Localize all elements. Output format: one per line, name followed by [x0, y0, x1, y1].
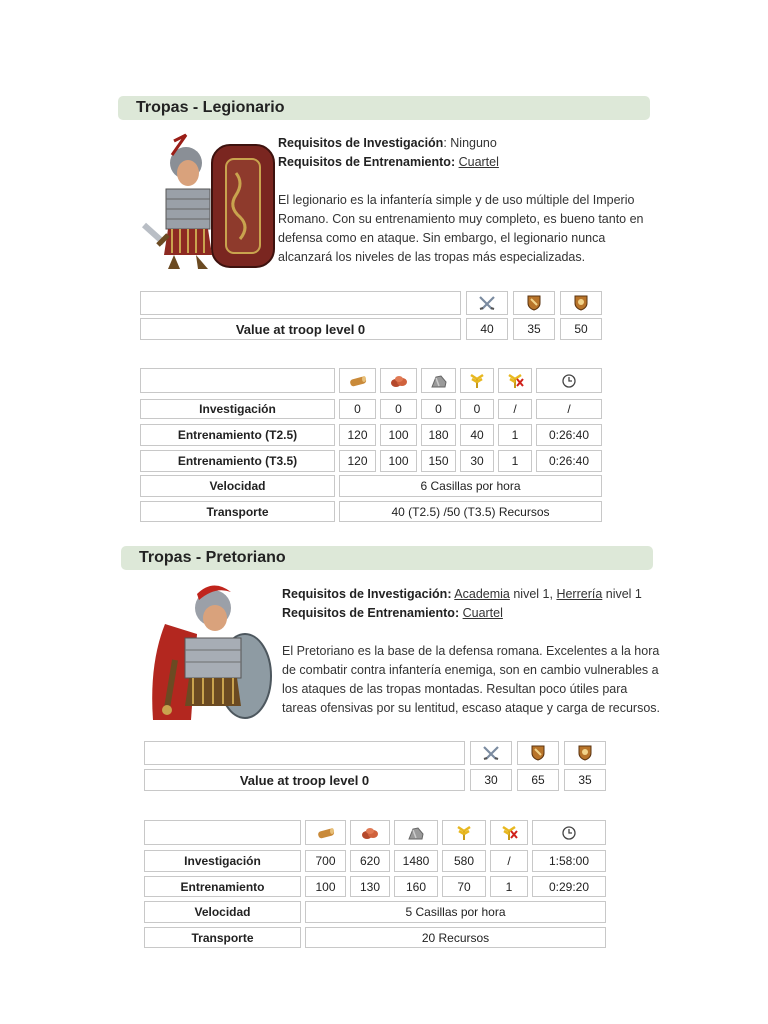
clay-icon-cell [350, 820, 390, 845]
shield-cavalry-icon [572, 295, 590, 311]
speed-value: 6 Casillas por hora [339, 475, 602, 497]
cost-wood: 100 [305, 876, 346, 897]
cost-clay: 0 [380, 399, 417, 419]
iron-icon-cell [394, 820, 438, 845]
link-herreria[interactable]: Herrería [556, 587, 603, 601]
stats-header-blank [140, 291, 461, 315]
wood-icon-cell [305, 820, 346, 845]
cost-iron: 150 [421, 450, 456, 472]
def-infantry-icon-cell [517, 741, 559, 765]
cost-crop: 0 [460, 399, 494, 419]
req-investigation-mid: nivel 1, [509, 587, 557, 601]
stats-header-blank [144, 741, 465, 765]
def-infantry-icon-cell [513, 291, 555, 315]
clay-icon-cell [380, 368, 417, 393]
stats-row-label: Value at troop level 0 [144, 769, 465, 791]
row-label-entrenamiento-t25: Entrenamiento (T2.5) [140, 424, 335, 446]
stat-def-cavalry: 50 [560, 318, 602, 340]
wood-icon [317, 825, 335, 841]
legionario-description [278, 134, 658, 267]
cost-upkeep: 1 [498, 424, 532, 446]
link-cuartel[interactable]: Cuartel [462, 606, 503, 620]
wood-icon [349, 373, 367, 389]
cost-time: 1:58:00 [532, 850, 606, 872]
req-investigation-value: : Ninguno [443, 136, 497, 150]
attack-icon-cell [466, 291, 508, 315]
crop-icon [455, 825, 473, 841]
req-training-label: Requisitos de Entrenamiento: [278, 155, 456, 169]
row-label-entrenamiento-t35: Entrenamiento (T3.5) [140, 450, 335, 472]
legionario-portrait [138, 133, 276, 271]
cost-header-blank [144, 820, 301, 845]
transport-value: 40 (T2.5) /50 (T3.5) Recursos [339, 501, 602, 522]
cost-time: 0:29:20 [532, 876, 606, 897]
iron-icon [407, 825, 425, 841]
stat-def-infantry: 65 [517, 769, 559, 791]
cost-wood: 120 [339, 450, 376, 472]
crop-icon-cell [442, 820, 486, 845]
crossed-swords-icon [482, 745, 500, 761]
cost-clay: 100 [380, 450, 417, 472]
clay-icon [361, 825, 379, 841]
cost-clay: 620 [350, 850, 390, 872]
cost-wood: 120 [339, 424, 376, 446]
stat-attack: 40 [466, 318, 508, 340]
row-label-velocidad: Velocidad [144, 901, 301, 923]
cost-crop: 70 [442, 876, 486, 897]
stat-def-infantry: 35 [513, 318, 555, 340]
stat-def-cavalry: 35 [564, 769, 606, 791]
cost-iron: 1480 [394, 850, 438, 872]
shield-infantry-icon [525, 295, 543, 311]
clock-icon [560, 825, 578, 841]
iron-icon-cell [421, 368, 456, 393]
cost-time: 0:26:40 [536, 424, 602, 446]
cost-upkeep: / [490, 850, 528, 872]
row-label-entrenamiento: Entrenamiento [144, 876, 301, 897]
cost-crop: 30 [460, 450, 494, 472]
req-investigation-label: Requisitos de Investigación [278, 136, 444, 150]
section-header-pretoriano: Tropas - Pretoriano [121, 546, 653, 570]
cost-upkeep: / [498, 399, 532, 419]
clock-icon-cell [536, 368, 602, 393]
link-cuartel[interactable]: Cuartel [458, 155, 499, 169]
crop-consumption-icon-cell [490, 820, 528, 845]
cost-clay: 130 [350, 876, 390, 897]
shield-cavalry-icon [576, 745, 594, 761]
pretoriano-description [282, 585, 662, 718]
stats-row-label: Value at troop level 0 [140, 318, 461, 340]
crop-consumption-icon-cell [498, 368, 532, 393]
clock-icon-cell [532, 820, 606, 845]
crop-consumption-icon [506, 373, 524, 389]
clay-icon [390, 373, 408, 389]
cost-crop: 40 [460, 424, 494, 446]
row-label-transporte: Transporte [144, 927, 301, 948]
section-header-legionario: Tropas - Legionario [118, 96, 650, 120]
clock-icon [560, 373, 578, 389]
cost-header-blank [140, 368, 335, 393]
def-cavalry-icon-cell [564, 741, 606, 765]
row-label-investigacion: Investigación [144, 850, 301, 872]
cost-iron: 160 [394, 876, 438, 897]
stat-attack: 30 [470, 769, 512, 791]
crossed-swords-icon [478, 295, 496, 311]
pretoriano-portrait [145, 584, 275, 722]
crop-icon [468, 373, 486, 389]
transport-value: 20 Recursos [305, 927, 606, 948]
row-label-investigacion: Investigación [140, 399, 335, 419]
description-text: El legionario es la infantería simple y de uso múltiple del Imperio Romano. Con su entrenamiento muy completo, es bueno tanto en defensa como en ataque. Sin embargo, el legionario nunca alcanzará los niveles de las tropas más especializadas. [278, 193, 644, 264]
req-training-label: Requisitos de Entrenamiento: [282, 606, 460, 620]
cost-upkeep: 1 [490, 876, 528, 897]
cost-wood: 0 [339, 399, 376, 419]
req-investigation-label: Requisitos de Investigación: [282, 587, 452, 601]
cost-upkeep: 1 [498, 450, 532, 472]
req-investigation-end: nivel 1 [602, 587, 642, 601]
description-text: El Pretoriano es la base de la defensa romana. Excelentes a la hora de combatir contra infantería enemiga, son en cambio vulnerables a los ataques de las tropas montadas. Resultan poco útiles para tareas ofensivas por su lentitud, escaso ataque y carga de recursos. [282, 644, 660, 715]
cost-time: / [536, 399, 602, 419]
cost-wood: 700 [305, 850, 346, 872]
wood-icon-cell [339, 368, 376, 393]
speed-value: 5 Casillas por hora [305, 901, 606, 923]
cost-iron: 180 [421, 424, 456, 446]
cost-crop: 580 [442, 850, 486, 872]
iron-icon [430, 373, 448, 389]
row-label-velocidad: Velocidad [140, 475, 335, 497]
cost-clay: 100 [380, 424, 417, 446]
crop-icon-cell [460, 368, 494, 393]
def-cavalry-icon-cell [560, 291, 602, 315]
shield-infantry-icon [529, 745, 547, 761]
link-academia[interactable]: Academia [454, 587, 510, 601]
row-label-transporte: Transporte [140, 501, 335, 522]
cost-iron: 0 [421, 399, 456, 419]
cost-time: 0:26:40 [536, 450, 602, 472]
crop-consumption-icon [500, 825, 518, 841]
attack-icon-cell [470, 741, 512, 765]
